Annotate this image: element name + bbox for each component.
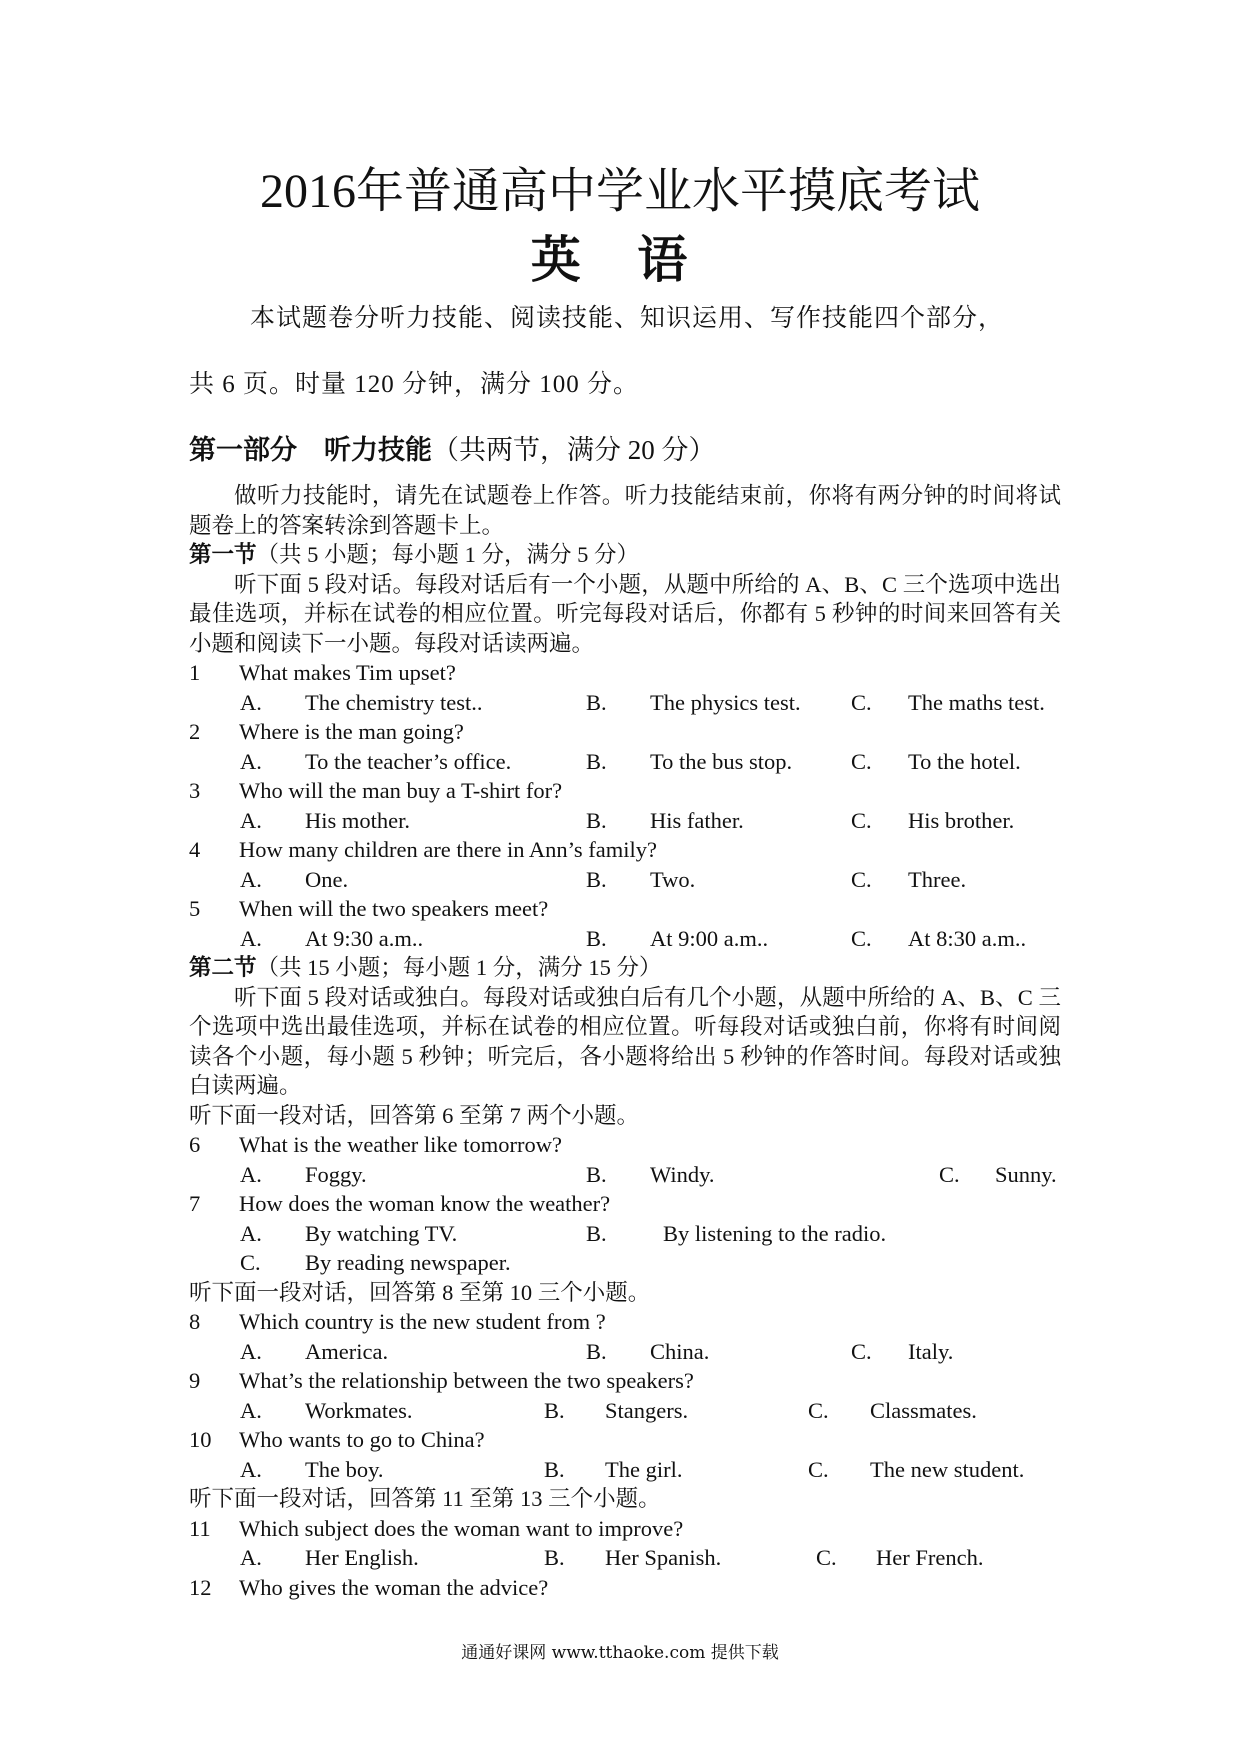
question: [189, 1366, 1061, 1396]
question-options: [189, 865, 1061, 895]
group-instruction: 听下面一段对话，回答第 6 至第 7 两个小题。: [189, 1102, 640, 1128]
question: [189, 835, 1061, 865]
question-number: 1: [189, 660, 201, 685]
exam-title: 2016年普通高中学业水平摸底考试: [259, 165, 980, 218]
section1-instructions: 听下面 5 段对话。每段对话后有一个小题，从题中所给的 A、B、C 三个选项中选出最佳选项，并标在试卷的相应位置。听完每段对话后，你都有 5 秒钟的时间来回答有关小题和阅读下一小题。每段对话读两遍。: [189, 571, 1061, 656]
question-options: [189, 1543, 1061, 1573]
option-c: Three.: [908, 866, 967, 892]
option-c: Her French.: [876, 1545, 984, 1570]
option-b-label: B.: [544, 1456, 565, 1482]
question: [189, 1307, 1061, 1337]
option-b: Two.: [650, 866, 696, 892]
option-b-label: B.: [586, 1161, 607, 1187]
option-c: By reading newspaper.: [305, 1250, 511, 1275]
option-c: Sunny.: [995, 1161, 1057, 1187]
question-options: [189, 1396, 1061, 1426]
question-text: When will the two speakers meet?: [239, 896, 549, 921]
question-options: [189, 806, 1061, 836]
option-b: The physics test.: [650, 689, 801, 715]
part1-heading: [189, 428, 716, 467]
question-options: [189, 1455, 1061, 1485]
section1-heading: [189, 540, 1061, 570]
option-c-label: C.: [851, 925, 872, 951]
option-a-label: A.: [240, 689, 262, 715]
question: [189, 658, 1061, 688]
option-b-label: B.: [586, 807, 607, 833]
question-text: What is the weather like tomorrow?: [239, 1132, 563, 1157]
option-a-label: A.: [240, 925, 262, 951]
option-a: Her English.: [305, 1545, 419, 1570]
question: [189, 1514, 1061, 1544]
option-b-label: B.: [586, 925, 607, 951]
option-a-label: A.: [240, 1545, 262, 1570]
question-number: 12: [189, 1574, 212, 1600]
option-a-label: A.: [240, 866, 262, 892]
footer-watermark: 通通好课网 www.tthaoke.com 提供下载: [461, 1643, 779, 1663]
part1-instructions: 做听力技能时，请先在试题卷上作答。听力技能结束前，你将有两分钟的时间将试题卷上的答案转涂到答题卡上。: [189, 483, 1061, 538]
option-c: At 8:30 a.m..: [908, 925, 1027, 951]
section2-instructions: 听下面 5 段对话或独白。每段对话或独白后有几个小题，从题中所给的 A、B、C 三个选项中选出最佳选项，并标在试卷的相应位置。听每段对话或独白前，你将有时间阅读各个小题，每小题 5 秒钟；听完后，各小题将给出 5 秒钟的作答时间。每段对话或独白读两遍。: [189, 984, 1061, 1098]
option-a-label: A.: [240, 1338, 262, 1364]
option-a: His mother.: [305, 807, 410, 833]
question-number: 5: [189, 896, 201, 921]
option-c-label: C.: [851, 866, 872, 892]
option-c: To the hotel.: [908, 748, 1021, 774]
option-b: Her Spanish.: [605, 1545, 722, 1570]
option-a-label: A.: [240, 748, 262, 774]
question: [189, 1130, 1061, 1160]
option-c: The maths test.: [908, 689, 1045, 715]
option-b-label: B.: [586, 748, 607, 774]
option-a: America.: [305, 1338, 389, 1364]
option-a: The chemistry test..: [305, 689, 483, 715]
option-b: Windy.: [650, 1161, 715, 1187]
question-text: Who will the man buy a T-shirt for?: [239, 778, 563, 803]
question: [189, 894, 1061, 924]
option-a: At 9:30 a.m..: [305, 925, 424, 951]
option-c-label: C.: [939, 1161, 960, 1187]
option-a: The boy.: [305, 1456, 384, 1482]
question-text: What makes Tim upset?: [239, 660, 456, 685]
option-b: By listening to the radio.: [663, 1220, 887, 1246]
option-a: Workmates.: [305, 1397, 413, 1423]
option-b: To the bus stop.: [650, 748, 793, 774]
question-options: [189, 924, 1061, 954]
option-c-label: C.: [851, 748, 872, 774]
question-text: Which subject does the woman want to improve?: [239, 1515, 684, 1541]
question: [189, 1573, 1061, 1603]
section2-note: （共 15 小题；每小题 1 分，满分 15 分）: [256, 955, 662, 980]
option-c-label: C.: [808, 1456, 829, 1482]
option-b-label: B.: [586, 689, 607, 715]
part1-title: 第一部分 听力技能: [189, 435, 432, 465]
question-number: 2: [189, 719, 201, 744]
option-b: His father.: [650, 807, 744, 833]
group-instruction: 听下面一段对话，回答第 11 至第 13 三个小题。: [189, 1486, 661, 1511]
option-c: His brother.: [908, 807, 1015, 833]
section2-title: 第二节: [189, 955, 257, 980]
option-b-label: B.: [544, 1545, 565, 1570]
question: [189, 1425, 1061, 1455]
question-number: 11: [189, 1515, 211, 1541]
section1-note: （共 5 小题；每小题 1 分，满分 5 分）: [256, 542, 640, 567]
question-options: [189, 1337, 1061, 1367]
question-number: 10: [189, 1427, 212, 1452]
part1-body: [189, 481, 1061, 1602]
question-text: Where is the man going?: [239, 719, 464, 744]
option-b: At 9:00 a.m..: [650, 925, 769, 951]
option-b: Stangers.: [605, 1397, 689, 1423]
option-c-label: C.: [808, 1397, 829, 1423]
question-options: [189, 1160, 1061, 1190]
question-text: Who wants to go to China?: [239, 1427, 485, 1452]
option-b-label: B.: [586, 1338, 607, 1364]
question: [189, 1189, 1061, 1219]
question-number: 4: [189, 837, 201, 862]
option-a-label: A.: [240, 1161, 262, 1187]
option-a-label: A.: [240, 1220, 262, 1246]
question-number: 6: [189, 1132, 201, 1157]
option-a-label: A.: [240, 807, 262, 833]
question-options: [189, 688, 1061, 718]
question-number: 7: [189, 1191, 201, 1216]
option-c-label: C.: [816, 1545, 837, 1570]
option-c: The new student.: [870, 1456, 1025, 1482]
option-a-label: A.: [240, 1456, 262, 1482]
group-instruction: 听下面一段对话，回答第 8 至第 10 三个小题。: [189, 1279, 651, 1305]
option-c-label: C.: [851, 1338, 872, 1364]
option-c-label: C.: [851, 807, 872, 833]
question-text: Which country is the new student from ?: [239, 1309, 606, 1334]
option-b-label: B.: [586, 866, 607, 892]
option-a: To the teacher’s office.: [305, 748, 512, 774]
option-b-label: B.: [586, 1220, 607, 1246]
question-text: What’s the relationship between the two speakers?: [239, 1368, 694, 1393]
option-c: Italy.: [908, 1338, 954, 1364]
question: [189, 717, 1061, 747]
question-options: [189, 1219, 1061, 1249]
option-c-label: C.: [851, 689, 872, 715]
exam-subject: 英 语: [530, 232, 710, 288]
question-options: [189, 1248, 1061, 1278]
option-a: By watching TV.: [305, 1220, 458, 1246]
question: [189, 776, 1061, 806]
exam-intro-line-2: 共 6 页。时量 120 分钟，满分 100 分。: [189, 371, 640, 398]
option-b-label: B.: [544, 1397, 565, 1423]
section2-heading: [189, 953, 1061, 983]
exam-intro-line-1: 本试题卷分听力技能、阅读技能、知识运用、写作技能四个部分，: [250, 305, 1005, 332]
option-a: One.: [305, 866, 349, 892]
option-a: Foggy.: [305, 1161, 367, 1187]
question-number: 9: [189, 1368, 201, 1393]
question-text: Who gives the woman the advice?: [239, 1574, 549, 1600]
question-text: How does the woman know the weather?: [239, 1191, 611, 1216]
option-b: China.: [650, 1338, 710, 1364]
option-a-label: A.: [240, 1397, 262, 1423]
question-text: How many children are there in Ann’s family?: [239, 837, 657, 862]
option-c-label: C.: [240, 1250, 261, 1275]
question-number: 8: [189, 1309, 201, 1334]
question-options: [189, 747, 1061, 777]
section1-title: 第一节: [189, 542, 257, 567]
option-b: The girl.: [605, 1456, 683, 1482]
option-c: Classmates.: [870, 1397, 977, 1423]
question-number: 3: [189, 778, 201, 803]
part1-note: （共两节，满分 20 分）: [432, 435, 716, 465]
